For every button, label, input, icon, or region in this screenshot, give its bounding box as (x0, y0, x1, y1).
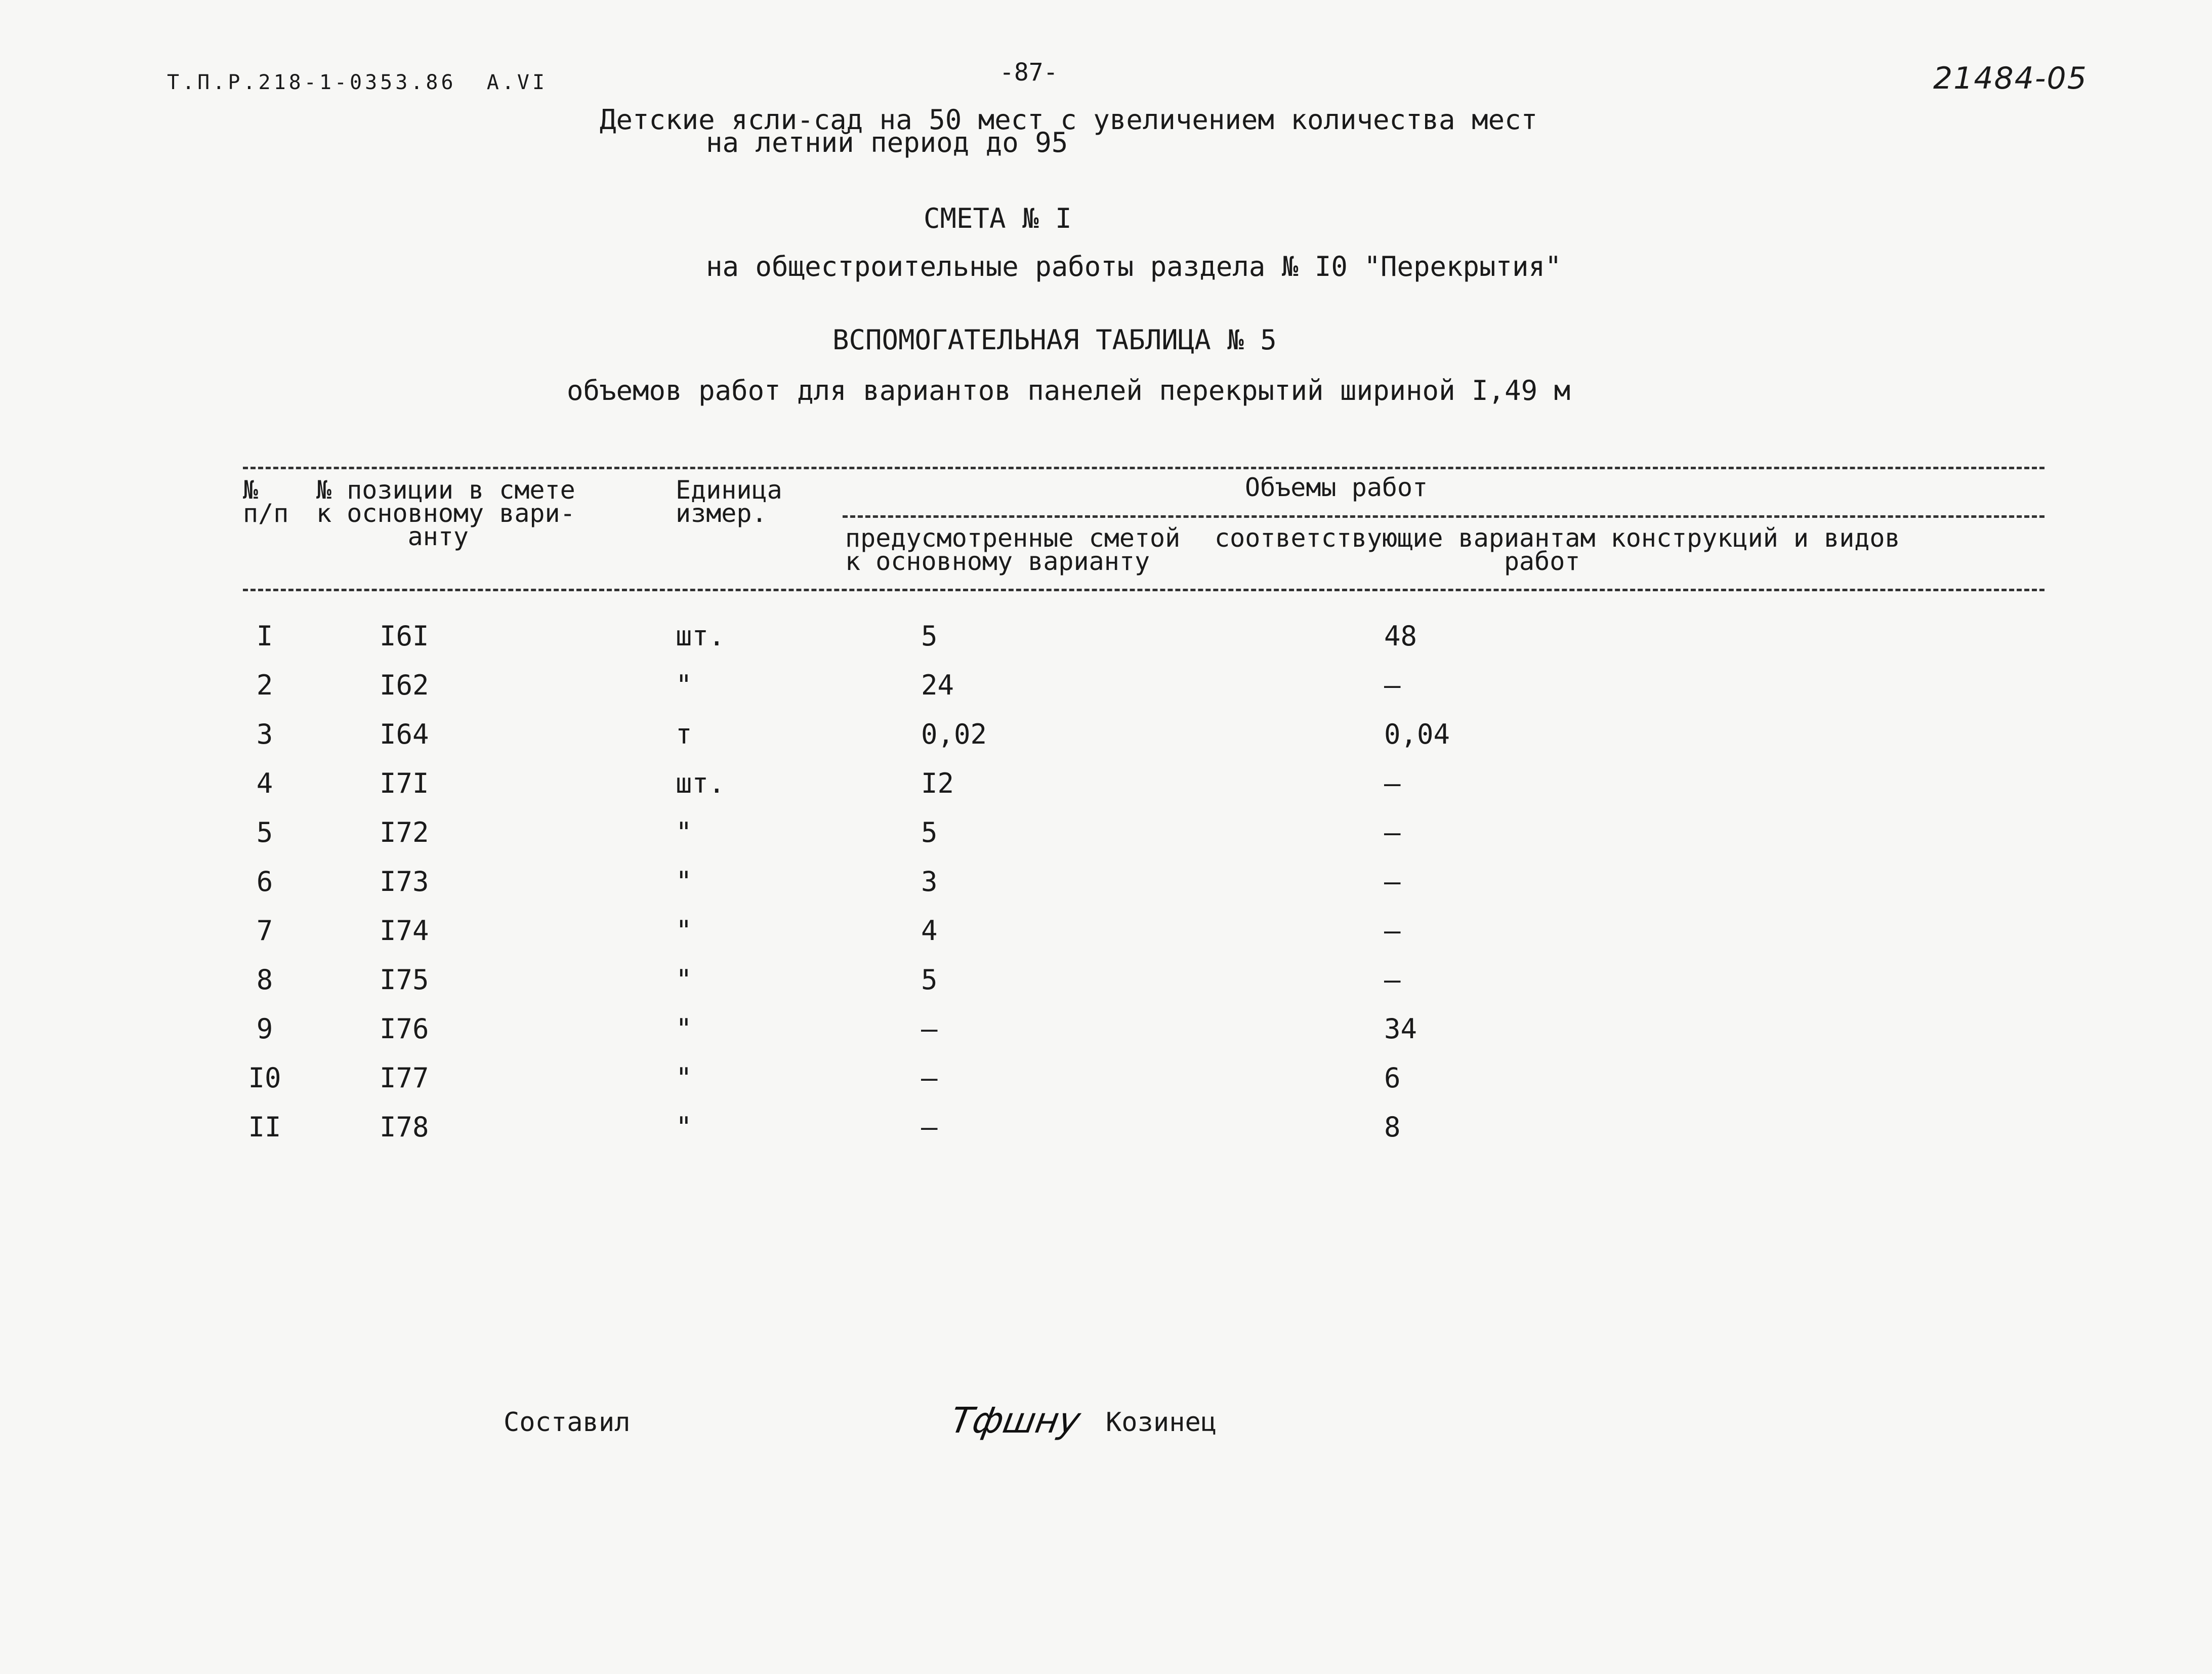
cell-base-volume: 5 (921, 816, 938, 848)
cell-unit: " (676, 1013, 692, 1045)
header-volumes: Объемы работ (1245, 473, 1428, 502)
cell-unit: " (676, 1111, 692, 1143)
cell-base-volume: 0,02 (921, 718, 987, 750)
archive-number: 21484-05 (1933, 61, 2088, 96)
cell-base-volume: 5 (921, 620, 938, 652)
document-code: Т.П.Р.218-1-0353.86 А.VI (167, 71, 548, 94)
header-row-number: № п/п (243, 475, 289, 528)
cell-alt-volume: 34 (1384, 1013, 1417, 1045)
cell-position: I64 (380, 718, 429, 750)
cell-row-number: 8 (256, 964, 273, 996)
cell-base-volume: – (921, 1013, 938, 1045)
cell-base-volume: 4 (921, 915, 938, 947)
cell-unit: " (676, 1062, 692, 1094)
cell-unit: " (676, 816, 692, 848)
cell-position: I7I (380, 767, 429, 799)
cell-alt-volume: 8 (1384, 1111, 1401, 1143)
cell-alt-volume: 6 (1384, 1062, 1401, 1094)
cell-position: I62 (380, 669, 429, 701)
object-title-line-1: Детские ясли-сад на 50 мест с увеличением количества мест (600, 104, 1538, 136)
cell-row-number: 2 (256, 669, 273, 701)
table-description: объемов работ для вариантов панелей перекрытий шириной I,49 м (567, 375, 1571, 406)
cell-position: I74 (380, 915, 429, 947)
object-title-line-2: на летний период до 95 (706, 127, 1068, 158)
cell-position: I77 (380, 1062, 429, 1094)
table-header-divider (843, 515, 2044, 518)
cell-alt-volume: – (1384, 964, 1401, 996)
header-unit: Единица измер. (676, 475, 782, 528)
cell-position: I76 (380, 1013, 429, 1045)
cell-row-number: 4 (256, 767, 273, 799)
cell-row-number: 7 (256, 915, 273, 947)
cell-unit: шт. (676, 767, 725, 799)
cell-unit: " (676, 866, 692, 897)
estimate-subtitle: на общестроительные работы раздела № I0 "Перекрытия" (706, 251, 1562, 282)
cell-alt-volume: – (1384, 866, 1401, 897)
cell-unit: " (676, 669, 692, 701)
cell-base-volume: – (921, 1111, 938, 1143)
compiler-name: Козинец (1106, 1407, 1217, 1438)
cell-row-number: 3 (256, 718, 273, 750)
cell-position: I75 (380, 964, 429, 996)
signature: Тфшну (947, 1400, 1084, 1441)
cell-row-number: I (256, 620, 273, 652)
cell-row-number: 6 (256, 866, 273, 897)
cell-alt-volume: – (1384, 816, 1401, 848)
cell-base-volume: 3 (921, 866, 938, 897)
header-alt-variants: соответствующие вариантам конструкций и видов работ (1215, 523, 1900, 576)
cell-unit: шт. (676, 620, 725, 652)
header-position: № позиции в смете к основному вари- анту (316, 475, 575, 551)
cell-base-volume: 5 (921, 964, 938, 996)
cell-position: I72 (380, 816, 429, 848)
cell-unit: " (676, 964, 692, 996)
table-top-rule (243, 467, 2044, 469)
cell-unit: " (676, 915, 692, 947)
cell-position: I73 (380, 866, 429, 897)
header-base-variant: предусмотренные сметой к основному варианту (845, 523, 1181, 576)
cell-alt-volume: 48 (1384, 620, 1417, 652)
cell-alt-volume: – (1384, 915, 1401, 947)
cell-position: I78 (380, 1111, 429, 1143)
cell-unit: т (676, 718, 692, 750)
cell-position: I6I (380, 620, 429, 652)
cell-alt-volume: – (1384, 767, 1401, 799)
cell-base-volume: I2 (921, 767, 954, 799)
cell-row-number: 5 (256, 816, 273, 848)
cell-base-volume: – (921, 1062, 938, 1094)
cell-base-volume: 24 (921, 669, 954, 701)
cell-alt-volume: 0,04 (1384, 718, 1450, 750)
cell-row-number: II (248, 1111, 281, 1143)
table-name: ВСПОМОГАТЕЛЬНАЯ ТАБЛИЦА № 5 (832, 324, 1277, 356)
cell-alt-volume: – (1384, 669, 1401, 701)
cell-row-number: 9 (256, 1013, 273, 1045)
estimate-title: СМЕТА № I (924, 202, 1072, 234)
cell-row-number: I0 (248, 1062, 281, 1094)
page-number: -87- (999, 58, 1058, 87)
compiled-by-label: Составил (504, 1407, 631, 1438)
table-header-bottom-rule (243, 589, 2044, 591)
